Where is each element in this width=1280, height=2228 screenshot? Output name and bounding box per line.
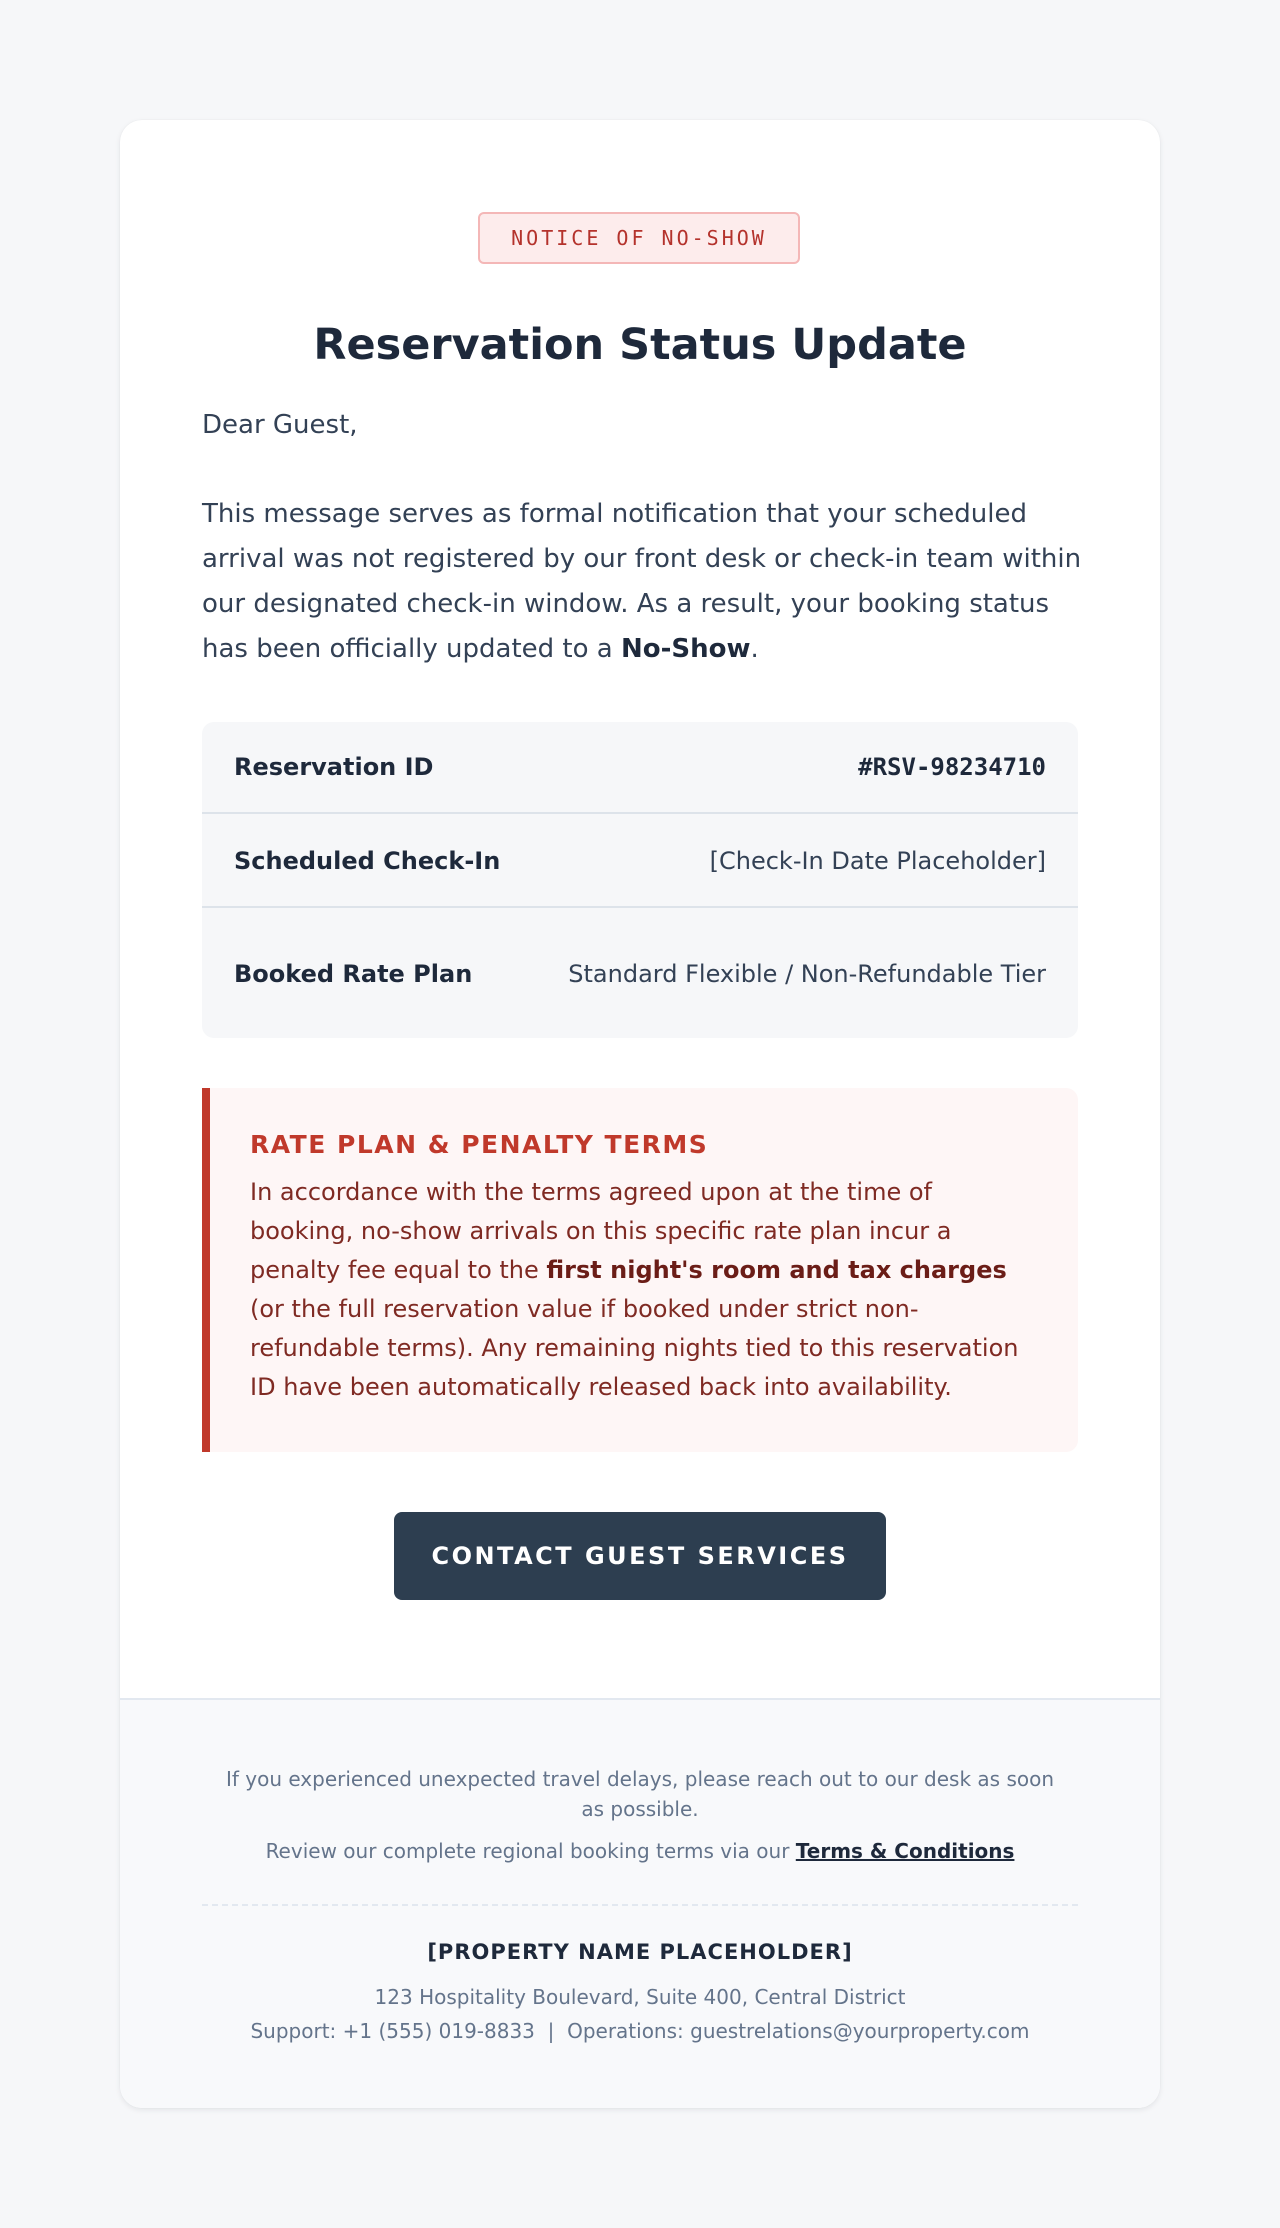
detail-label: Booked Rate Plan bbox=[234, 960, 473, 988]
contact-guest-services-button[interactable]: CONTACT GUEST SERVICES bbox=[394, 1512, 886, 1600]
status-no-show: No-Show bbox=[621, 634, 751, 664]
footer bbox=[120, 1698, 1160, 2108]
detail-label: Scheduled Check-In bbox=[234, 847, 501, 875]
terms-prefix: Review our complete regional booking terms via our bbox=[265, 1839, 796, 1863]
intro-paragraph bbox=[202, 492, 1082, 672]
penalty-text-before: In accordance with the terms agreed upon at the time of booking, no-show arrivals on this specific rate plan incur a penalty fee equal to the bbox=[250, 1178, 952, 1284]
notice-badge: NOTICE OF NO-SHOW bbox=[478, 212, 800, 264]
footer-note: If you experienced unexpected travel delays, please reach out to our desk as soon as possible. bbox=[225, 1767, 1055, 1821]
intro-end: . bbox=[750, 634, 759, 664]
footer-divider bbox=[202, 1904, 1078, 1906]
rate-plan-value: Standard Flexible / Non-Refundable Tier bbox=[568, 960, 1046, 988]
detail-row-check-in bbox=[202, 816, 1078, 908]
property-contact: Support: +1 (555) 019-8833 | Operations: guestrelations@yourproperty.com bbox=[250, 2019, 1030, 2043]
penalty-text-after: (or the full reservation value if booked under strict non-refundable terms). Any remaining nights tied to this reservation ID have been automatically released back into availability. bbox=[250, 1295, 1019, 1401]
page-title: Reservation Status Update bbox=[313, 320, 967, 370]
reservation-id-value: #RSV-98234710 bbox=[858, 753, 1046, 781]
footer-terms bbox=[220, 1836, 1060, 1866]
property-address: 123 Hospitality Boulevard, Suite 400, Central District bbox=[374, 1985, 906, 2009]
greeting: Dear Guest, bbox=[202, 410, 358, 440]
penalty-heading: RATE PLAN & PENALTY TERMS bbox=[250, 1130, 709, 1159]
penalty-terms-callout bbox=[202, 1088, 1078, 1452]
detail-label: Reservation ID bbox=[234, 753, 434, 781]
check-in-value: [Check-In Date Placeholder] bbox=[709, 847, 1046, 875]
property-name: [PROPERTY NAME PLACEHOLDER] bbox=[427, 1940, 853, 1964]
intro-text: This message serves as formal notification that your scheduled arrival was not registered by our front desk or check-in team within our designated check-in window. As a result, your booking status has been officially updated to a bbox=[202, 499, 1082, 664]
detail-row-rate-plan bbox=[202, 910, 1078, 1038]
penalty-emphasis: first night's room and tax charges bbox=[546, 1256, 1007, 1284]
notice-card bbox=[120, 120, 1160, 2108]
reservation-details-table bbox=[202, 722, 1078, 1038]
terms-link[interactable]: Terms & Conditions bbox=[795, 1839, 1015, 1863]
penalty-text bbox=[250, 1173, 1038, 1407]
detail-row-reservation-id bbox=[202, 722, 1078, 814]
